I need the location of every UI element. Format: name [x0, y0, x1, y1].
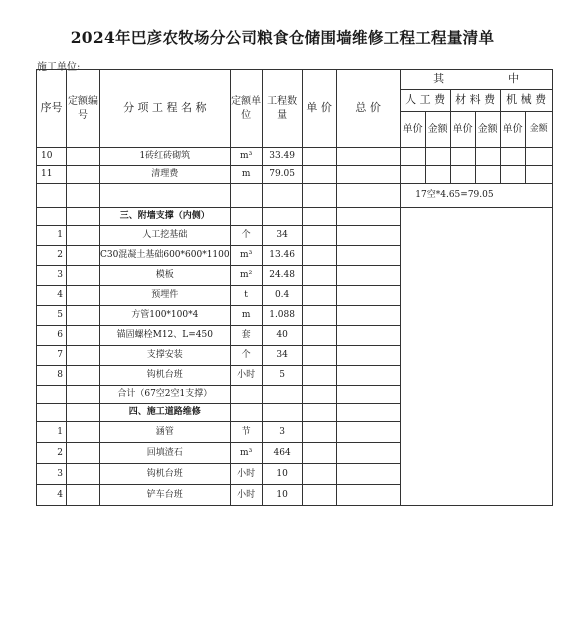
- row-item-name: 涵管: [100, 422, 231, 443]
- table-row: [37, 166, 553, 184]
- row-seq: 1: [37, 422, 67, 443]
- calculation-row: [37, 184, 553, 208]
- table-row: [37, 443, 553, 464]
- table-row: [37, 326, 553, 346]
- header-labor-cost: 人 工 费: [400, 90, 450, 112]
- header-item-name: 分 项 工 程 名 称: [100, 70, 231, 148]
- row-quantity: 1.088: [262, 306, 302, 326]
- row-seq: 6: [37, 326, 67, 346]
- row-item-name: 锚固螺栓M12、L=450: [100, 326, 231, 346]
- row-unit: t: [230, 286, 262, 306]
- row-quantity: 79.05: [262, 166, 302, 184]
- header-total-price: 总 价: [336, 70, 400, 148]
- row-unit: m: [230, 166, 262, 184]
- table-row: [37, 422, 553, 443]
- row-item-name: 铲车台班: [100, 485, 231, 506]
- row-unit: 套: [230, 326, 262, 346]
- header-labor-unit-price: 单价: [400, 112, 425, 148]
- section-title: 三、附墙支撑（内侧）: [100, 208, 231, 226]
- table-row: [37, 286, 553, 306]
- row-quantity: 13.46: [262, 246, 302, 266]
- section-row: [37, 404, 553, 422]
- row-quantity: 5: [262, 366, 302, 386]
- row-unit: 节: [230, 422, 262, 443]
- table-row: [37, 306, 553, 326]
- row-quantity: 24.48: [262, 266, 302, 286]
- header-machine-unit-price: 单价: [500, 112, 525, 148]
- row-unit: m³: [230, 443, 262, 464]
- row-quantity: 33.49: [262, 148, 302, 166]
- header-quantity: 工程数量: [262, 70, 302, 148]
- header-quota-code: 定额编号: [67, 70, 100, 148]
- row-unit: 小时: [230, 366, 262, 386]
- page-title: 2024年巴彦农牧场分公司粮食仓储围墙维修工程工程量清单: [70, 28, 495, 47]
- row-quantity: 40: [262, 326, 302, 346]
- header-labor-amount: 金额: [425, 112, 450, 148]
- row-quantity: 464: [262, 443, 302, 464]
- header-unit: 定额单位: [230, 70, 262, 148]
- row-seq: 7: [37, 346, 67, 366]
- construction-unit-label: 施工单位:: [37, 62, 81, 73]
- header-machine-amount: 金额: [525, 112, 552, 148]
- subtotal-row: [37, 386, 553, 404]
- section-title: 四、施工道路维修: [100, 404, 231, 422]
- row-quantity: 0.4: [262, 286, 302, 306]
- row-item-name: C30混凝土基础600*600*1100: [100, 246, 231, 266]
- calculation-note: 17空*4.65=79.05: [400, 184, 552, 208]
- row-quantity: 34: [262, 226, 302, 246]
- row-item-name: 钩机台班: [100, 366, 231, 386]
- row-quantity: 10: [262, 464, 302, 485]
- row-seq: 5: [37, 306, 67, 326]
- table-row: [37, 464, 553, 485]
- header-row-1: [37, 70, 553, 90]
- row-quantity: 10: [262, 485, 302, 506]
- row-unit: m³: [230, 246, 262, 266]
- header-of-which: 其 中: [400, 70, 552, 90]
- row-seq: 8: [37, 366, 67, 386]
- header-unit-price: 单 价: [302, 70, 336, 148]
- table-row: [37, 226, 553, 246]
- table-row: [37, 366, 553, 386]
- row-item-name: 人工挖基础: [100, 226, 231, 246]
- row-seq: 11: [37, 166, 67, 184]
- row-unit: 小时: [230, 464, 262, 485]
- row-seq: 1: [37, 226, 67, 246]
- row-unit: 小时: [230, 485, 262, 506]
- header-seq: 序号: [37, 70, 67, 148]
- row-item-name: 1砖红砖砌筑: [100, 148, 231, 166]
- row-seq: 3: [37, 464, 67, 485]
- bill-of-quantities-table: [36, 69, 553, 506]
- row-unit: 个: [230, 226, 262, 246]
- row-seq: 2: [37, 246, 67, 266]
- table-row: [37, 346, 553, 366]
- row-quantity: 3: [262, 422, 302, 443]
- table-row: [37, 246, 553, 266]
- header-material-cost: 材 料 费: [450, 90, 500, 112]
- row-unit: m: [230, 306, 262, 326]
- row-unit: m³: [230, 148, 262, 166]
- table-row: [37, 266, 553, 286]
- row-item-name: 预埋件: [100, 286, 231, 306]
- row-unit: 个: [230, 346, 262, 366]
- header-material-amount: 金额: [475, 112, 500, 148]
- row-item-name: 支撑安装: [100, 346, 231, 366]
- row-item-name: 钩机台班: [100, 464, 231, 485]
- row-seq: 3: [37, 266, 67, 286]
- row-unit: m²: [230, 266, 262, 286]
- row-seq: 10: [37, 148, 67, 166]
- row-item-name: 清理费: [100, 166, 231, 184]
- row-item-name: 方管100*100*4: [100, 306, 231, 326]
- header-machine-cost: 机 械 费: [500, 90, 552, 112]
- row-item-name: 回填渣石: [100, 443, 231, 464]
- row-seq: 4: [37, 286, 67, 306]
- table-row: [37, 485, 553, 506]
- row-quantity: 34: [262, 346, 302, 366]
- row-seq: 4: [37, 485, 67, 506]
- row-item-name: 模板: [100, 266, 231, 286]
- section-row: [37, 208, 553, 226]
- row-seq: 2: [37, 443, 67, 464]
- table-row: [37, 148, 553, 166]
- subtotal-label: 合计（67空2空1支撑）: [100, 386, 231, 404]
- header-material-unit-price: 单价: [450, 112, 475, 148]
